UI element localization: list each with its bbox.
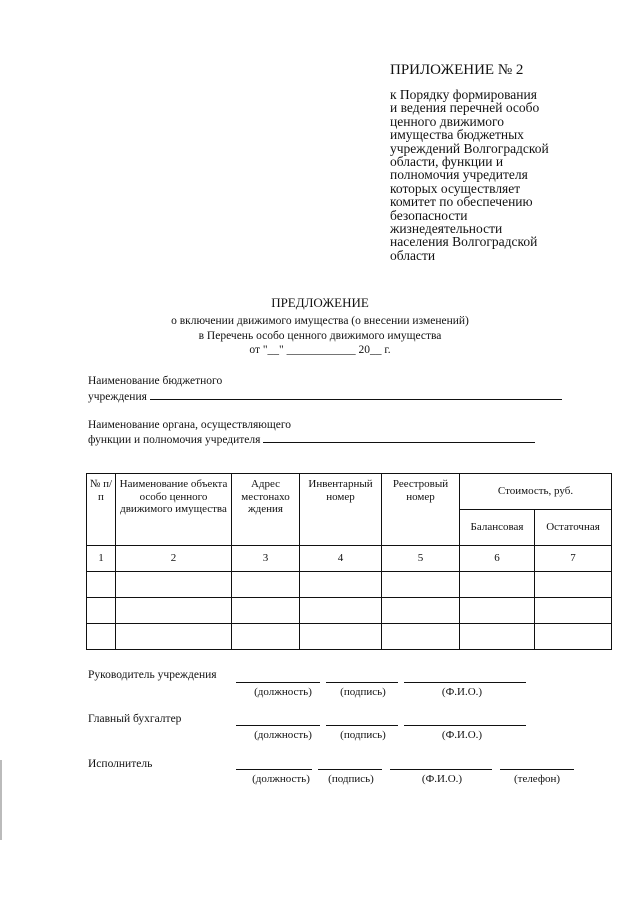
header-balance: Балансовая: [460, 510, 535, 546]
table-row: [87, 572, 612, 598]
accountant-signature-caption: (подпись): [340, 729, 386, 741]
column-number: 1: [87, 546, 116, 572]
head-position-caption: (должность): [254, 686, 312, 698]
header-address: Адрес местонахо ждения: [232, 474, 300, 546]
appendix-title: ПРИЛОЖЕНИЕ № 2: [390, 62, 524, 78]
proposal-title: ПРЕДЛОЖЕНИЕ: [271, 295, 369, 310]
column-number: 3: [232, 546, 300, 572]
appendix-line: и ведения перечней особо: [390, 100, 540, 116]
table-cell[interactable]: [382, 598, 460, 624]
table-cell[interactable]: [300, 572, 382, 598]
table-cell[interactable]: [87, 572, 116, 598]
appendix-line: области, функции и: [390, 154, 504, 170]
table-row: [87, 598, 612, 624]
executor-phone-line[interactable]: [500, 769, 574, 770]
column-number: 2: [116, 546, 232, 572]
appendix-description: [390, 88, 590, 262]
appendix-line: населения Волгоградской: [390, 234, 538, 250]
proposal-date: от "__" ____________ 20__ г.: [249, 344, 391, 356]
accountant-fio-line[interactable]: [404, 725, 526, 726]
executor-signature-caption: (подпись): [328, 773, 374, 785]
header-num: № п/п: [87, 474, 116, 546]
appendix-line: комитет по обеспечению: [390, 194, 533, 210]
table-cell[interactable]: [535, 572, 612, 598]
accountant-fio-caption: (Ф.И.О.): [441, 729, 483, 741]
table-cell[interactable]: [535, 624, 612, 650]
header-cost: Стоимость, руб.: [460, 474, 612, 510]
table-cell[interactable]: [300, 598, 382, 624]
institution-input-line[interactable]: [150, 389, 562, 400]
header-registry: Реестровый номер: [382, 474, 460, 546]
appendix-line: имущества бюджетных: [390, 127, 524, 143]
table-cell[interactable]: [460, 624, 535, 650]
accountant-position-line[interactable]: [236, 725, 320, 726]
appendix-line: безопасности: [390, 207, 468, 223]
appendix-line: к Порядку формирования: [390, 87, 537, 102]
table-cell[interactable]: [116, 598, 232, 624]
appendix-line: полномочия учредителя: [390, 167, 528, 183]
header-name: Наименование объекта особо ценного движимого имущества: [116, 474, 232, 546]
table-cell[interactable]: [382, 572, 460, 598]
table-cell[interactable]: [87, 624, 116, 650]
scan-edge-mark: [0, 760, 2, 840]
appendix-line: области: [390, 247, 436, 263]
institution-label-2: учреждения: [88, 391, 147, 403]
head-signature-caption: (подпись): [340, 686, 386, 698]
head-signature-line[interactable]: [326, 682, 398, 683]
organ-input-line[interactable]: [263, 432, 535, 443]
executor-label: Исполнитель: [88, 758, 153, 770]
executor-phone-caption: (телефон): [513, 773, 561, 785]
organ-field: [88, 432, 535, 447]
table-cell[interactable]: [232, 572, 300, 598]
column-number: 4: [300, 546, 382, 572]
appendix-line: жизнедеятельности: [390, 221, 503, 237]
executor-fio-caption: (Ф.И.О.): [421, 773, 463, 785]
accountant-signature-line[interactable]: [326, 725, 398, 726]
column-number: 6: [460, 546, 535, 572]
institution-field: [88, 389, 562, 404]
table-row: [87, 624, 612, 650]
proposal-subtitle-2: в Перечень особо ценного движимого имущества: [198, 330, 442, 342]
organ-label-1: Наименование органа, осуществляющего: [88, 419, 292, 431]
table-cell[interactable]: [87, 598, 116, 624]
institution-label-1: Наименование бюджетного: [88, 375, 223, 387]
appendix-line: учреждений Волгоградской: [390, 140, 549, 156]
executor-signature-line[interactable]: [318, 769, 382, 770]
table-cell[interactable]: [460, 572, 535, 598]
head-fio-line[interactable]: [404, 682, 526, 683]
organ-label-2: функции и полномочия учредителя: [88, 434, 261, 446]
table-cell[interactable]: [232, 598, 300, 624]
executor-fio-line[interactable]: [390, 769, 492, 770]
column-number: 7: [535, 546, 612, 572]
appendix-line: ценного движимого: [390, 113, 505, 129]
executor-position-caption: (должность): [252, 773, 310, 785]
table-cell[interactable]: [460, 598, 535, 624]
executor-position-line[interactable]: [236, 769, 312, 770]
table-cell[interactable]: [382, 624, 460, 650]
appendix-line: которых осуществляет: [390, 180, 521, 196]
property-table: [86, 473, 612, 650]
table-cell[interactable]: [300, 624, 382, 650]
head-label: Руководитель учреждения: [88, 669, 217, 681]
header-inventory: Инвентарный номер: [300, 474, 382, 546]
proposal-subtitle-1: о включении движимого имущества (о внесении изменений): [171, 315, 469, 327]
table-cell[interactable]: [116, 572, 232, 598]
accountant-label: Главный бухгалтер: [88, 713, 182, 725]
head-position-line[interactable]: [236, 682, 320, 683]
column-number: 5: [382, 546, 460, 572]
table-cell[interactable]: [535, 598, 612, 624]
table-cell[interactable]: [116, 624, 232, 650]
head-fio-caption: (Ф.И.О.): [441, 686, 483, 698]
accountant-position-caption: (должность): [254, 729, 312, 741]
header-residual: Остаточная: [535, 510, 612, 546]
table-cell[interactable]: [232, 624, 300, 650]
